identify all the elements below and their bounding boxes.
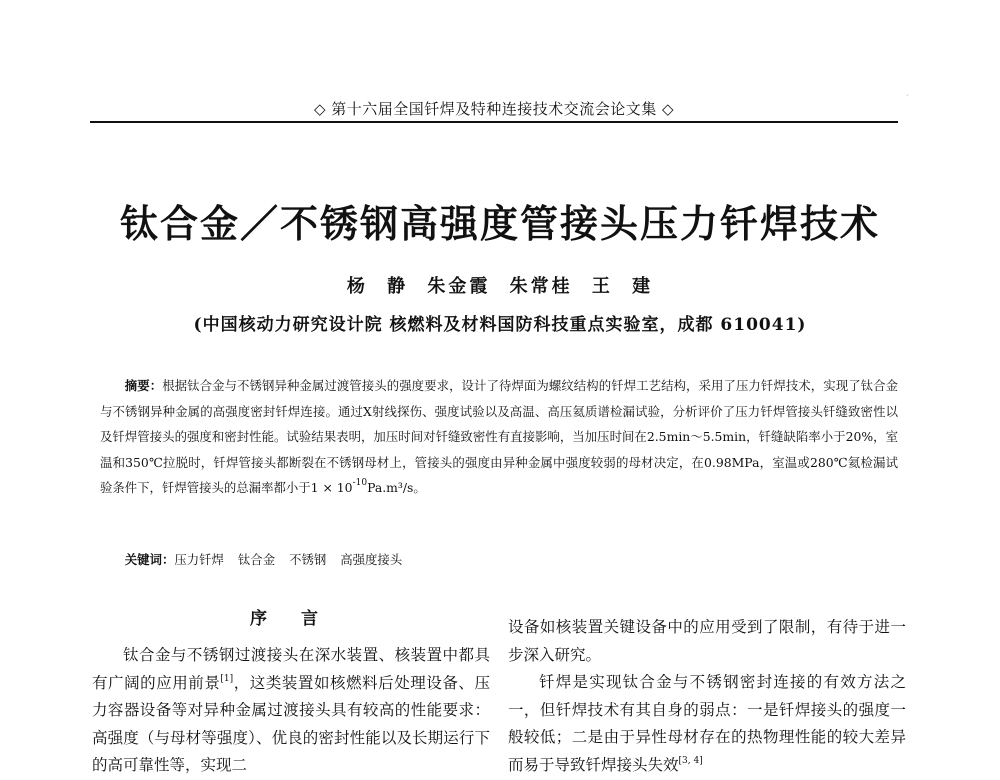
body-column-left xyxy=(92,608,490,780)
citation-ref: [3, 4] xyxy=(678,755,703,766)
abstract-label: 摘要： xyxy=(124,378,163,393)
body-paragraph xyxy=(508,669,906,779)
keyword-item: 压力钎焊 xyxy=(174,552,224,567)
abstract-text: 根据钛合金与不锈钢异种金属过渡管接头的强度要求，设计了待焊面为螺纹结构的钎焊工艺结构，采用了压力钎焊技术，实现了钛合金与不锈钢异种金属的高强度密封钎焊连接。通过X射线探伤、强度试验以及高温、高压氦质谱检漏试验，分析评价了压力钎焊管接头钎缝致密性以及钎焊管接头的强度和密封性能。试验结果表明，加压时间对钎缝致密性有直接影响，当加压时间在2.5min～5.5min，钎缝缺陷率小于20%，室温和350℃拉脱时，钎焊管接头都断裂在不锈钢母材上，管接头的强度由异种金属中强度较弱的母材决定，在0.98MPa，室温或280℃氦检漏试验条件下，钎焊管接头的总漏率都小于1 × 10 xyxy=(100,378,899,496)
section-heading: 序 言 xyxy=(250,609,332,629)
running-header: ◇ 第十六届全国钎焊及特种连接技术交流会论文集 ◇ xyxy=(313,100,675,118)
abstract-exponent: -10 xyxy=(352,478,368,489)
body-text: 钎焊是实现钛合金与不锈钢密封连接的有效方法之一，但钎焊技术有其自身的弱点：一是钎焊接头的强度一般较低；二是由于异性母材存在的热物理性能的较大差异而易于导致钎焊接头失效 xyxy=(508,673,906,774)
body-paragraph: 设备如核装置关键设备中的应用受到了限制，有待于进一步深入研究。 xyxy=(508,618,906,664)
keywords xyxy=(100,547,898,572)
affiliation: (中国核动力研究设计院 核燃料及材料国防科技重点实验室，成都 610041) xyxy=(193,315,807,335)
keywords-label: 关键词： xyxy=(124,552,175,567)
keyword-item: 钛合金 xyxy=(237,552,276,567)
body-column-right xyxy=(508,614,906,779)
body-text: 钛合金与不锈钢过渡接头在深水装置、核装置中都具有广阔的应用前景 xyxy=(92,646,490,692)
body-text: ，这类装置如核燃料后处理设备、压力容器设备等对异种金属过渡接头具有较高的性能要求：高强度（与母材等强度）、优良的密封性能以及长期运行下的高可靠性等，实现二 xyxy=(92,673,490,774)
header-rule xyxy=(90,121,898,123)
paper-title: 钛合金／不锈钢高强度管接头压力钎焊技术 xyxy=(119,202,880,246)
keyword-item: 不锈钢 xyxy=(289,552,327,567)
abstract xyxy=(100,373,898,501)
body-paragraph xyxy=(92,642,490,780)
citation-ref: [1] xyxy=(220,673,234,684)
keyword-item: 高强度接头 xyxy=(340,552,403,567)
scan-mark: ˊ xyxy=(905,94,909,103)
abstract-unit: Pa.m³/s。 xyxy=(367,480,426,496)
authors: 杨 静 朱金霞 朱常桂 王 建 xyxy=(346,276,654,297)
